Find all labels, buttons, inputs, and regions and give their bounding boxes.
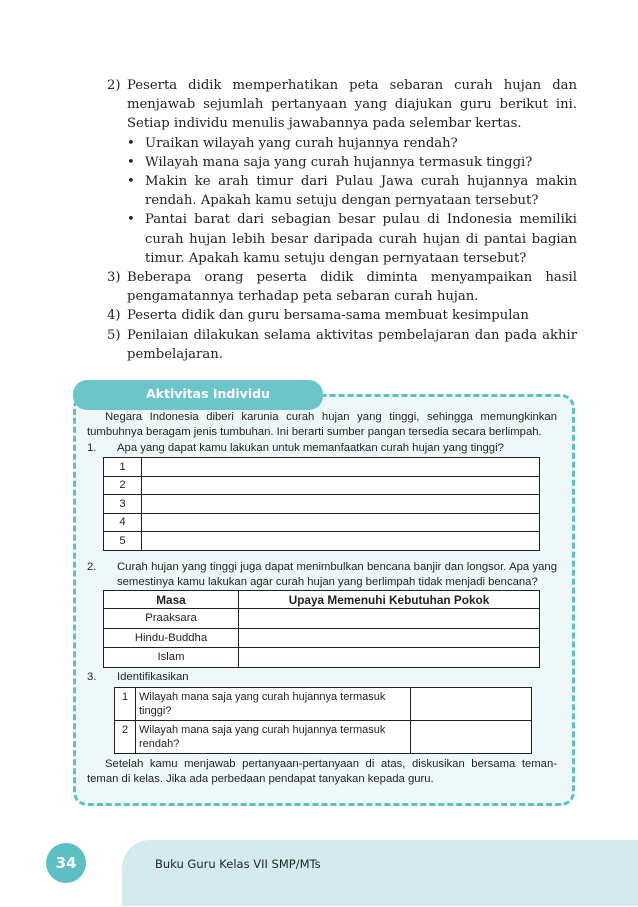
table-row: [104, 458, 540, 477]
bullet-item: [107, 153, 577, 172]
question-1: [87, 441, 557, 456]
step-number: 2): [107, 78, 121, 93]
answer-table-3: [114, 687, 532, 754]
bullet-text: Makin ke arah timur dari Pulau Jawa curah hujannya makin rendah. Apakah kamu setuju dengan pernyataan tersebut?: [145, 174, 577, 209]
row-number: 5: [104, 532, 142, 551]
column-header-masa: Masa: [104, 591, 239, 609]
period-cell: Praaksara: [104, 609, 239, 629]
bullet-item: [107, 172, 577, 210]
question-2: [87, 560, 557, 590]
footer-book-title: Buku Guru Kelas VII SMP/MTs: [155, 857, 321, 871]
bullet-text: Wilayah mana saja yang curah hujannya termasuk tinggi?: [145, 154, 533, 170]
answer-cell[interactable]: [142, 458, 540, 477]
page-number: 34: [46, 843, 86, 883]
answer-table-2: [103, 590, 540, 668]
bullet-icon: •: [127, 154, 135, 170]
answer-cell[interactable]: [411, 721, 532, 754]
row-number: 3: [104, 495, 142, 514]
table-row: [104, 495, 540, 514]
question-number: 2.: [87, 561, 97, 573]
question-number: 1.: [87, 442, 97, 454]
answer-cell[interactable]: [142, 532, 540, 551]
table-row: [104, 609, 540, 629]
step-2: [107, 76, 577, 134]
question-3: [87, 670, 557, 685]
row-number: 1: [104, 458, 142, 477]
table-row: [115, 688, 532, 721]
activity-intro: Negara Indonesia diberi karunia curah hujan yang tinggi, sehingga memungkinkan tumbuhnya beragam jenis tumbuhan. Ini berarti sumber pangan tersedia secara berlimpah.: [87, 411, 557, 438]
table-row: [104, 476, 540, 495]
table-row: [104, 628, 540, 648]
table-row: [115, 721, 532, 754]
answer-cell[interactable]: [142, 476, 540, 495]
question-text: Identifikasikan: [117, 671, 189, 683]
bullet-icon: •: [127, 212, 135, 228]
row-number: 2: [115, 721, 136, 754]
step-number: 3): [107, 270, 121, 286]
answer-cell[interactable]: [239, 648, 540, 668]
table-row: [104, 532, 540, 551]
bullet-item: [107, 134, 577, 153]
table-row: [104, 648, 540, 668]
step-3: [107, 268, 577, 306]
answer-cell[interactable]: [239, 609, 540, 629]
question-text: Curah hujan yang tinggi juga dapat menimbulkan bencana banjir dan longsor. Apa yang semestinya kamu lakukan agar curah hujan yang berlimpah tidak menjadi bencana?: [117, 561, 557, 588]
bullet-icon: •: [127, 174, 135, 190]
period-cell: Islam: [104, 648, 239, 668]
step-text: Peserta didik dan guru bersama-sama membuat kesimpulan: [127, 308, 529, 324]
step-text: Penilaian dilakukan selama aktivitas pembelajaran dan pada akhir pembelajaran.: [127, 327, 577, 362]
question-number: 3.: [87, 671, 97, 683]
identify-prompt: Wilayah mana saja yang curah hujannya termasuk tinggi?: [136, 688, 411, 721]
step-text: Beberapa orang peserta didik diminta menyampaikan hasil pengamatannya terhadap peta sebaran curah hujan.: [127, 270, 577, 305]
table-row: [104, 513, 540, 532]
answer-cell[interactable]: [411, 688, 532, 721]
answer-cell[interactable]: [142, 495, 540, 514]
step-text: Peserta didik memperhatikan peta sebaran curah hujan dan menjawab sejumlah pertanyaan yang diajukan guru berikut ini. Setiap individu menulis jawabannya pada selembar kertas.: [127, 78, 577, 132]
step-number: 5): [107, 327, 121, 343]
bullet-icon: •: [127, 135, 135, 151]
identify-prompt: Wilayah mana saja yang curah hujannya termasuk rendah?: [136, 721, 411, 754]
step-4: [107, 306, 577, 325]
row-number: 2: [104, 476, 142, 495]
bullet-text: Pantai barat dari sebagian besar pulau di Indonesia memiliki curah hujan lebih besar daripada curah hujan di pantai bagian timur. Apakah kamu setuju dengan pernyataan tersebut?: [145, 212, 577, 266]
activity-closing: Setelah kamu menjawab pertanyaan-pertanyaan di atas, diskusikan bersama teman-teman di kelas. Jika ada perbedaan pendapat tanyakan kepada guru.: [87, 758, 557, 785]
bullet-item: [107, 210, 577, 268]
footer-bar: [122, 840, 638, 906]
column-header-upaya: Upaya Memenuhi Kebutuhan Pokok: [239, 591, 540, 609]
bullet-text: Uraikan wilayah yang curah hujannya rendah?: [145, 135, 458, 151]
row-number: 1: [115, 688, 136, 721]
period-cell: Hindu-Buddha: [104, 628, 239, 648]
row-number: 4: [104, 513, 142, 532]
answer-cell[interactable]: [142, 513, 540, 532]
procedure-steps: [107, 76, 577, 364]
answer-table-1: [103, 457, 540, 551]
step-number: 4): [107, 308, 121, 324]
activity-title: Aktivitas Individu: [146, 386, 270, 401]
question-text: Apa yang dapat kamu lakukan untuk memanfaatkan curah hujan yang tinggi?: [117, 442, 504, 454]
answer-cell[interactable]: [239, 628, 540, 648]
step-5: [107, 326, 577, 364]
table-header-row: [104, 591, 540, 609]
